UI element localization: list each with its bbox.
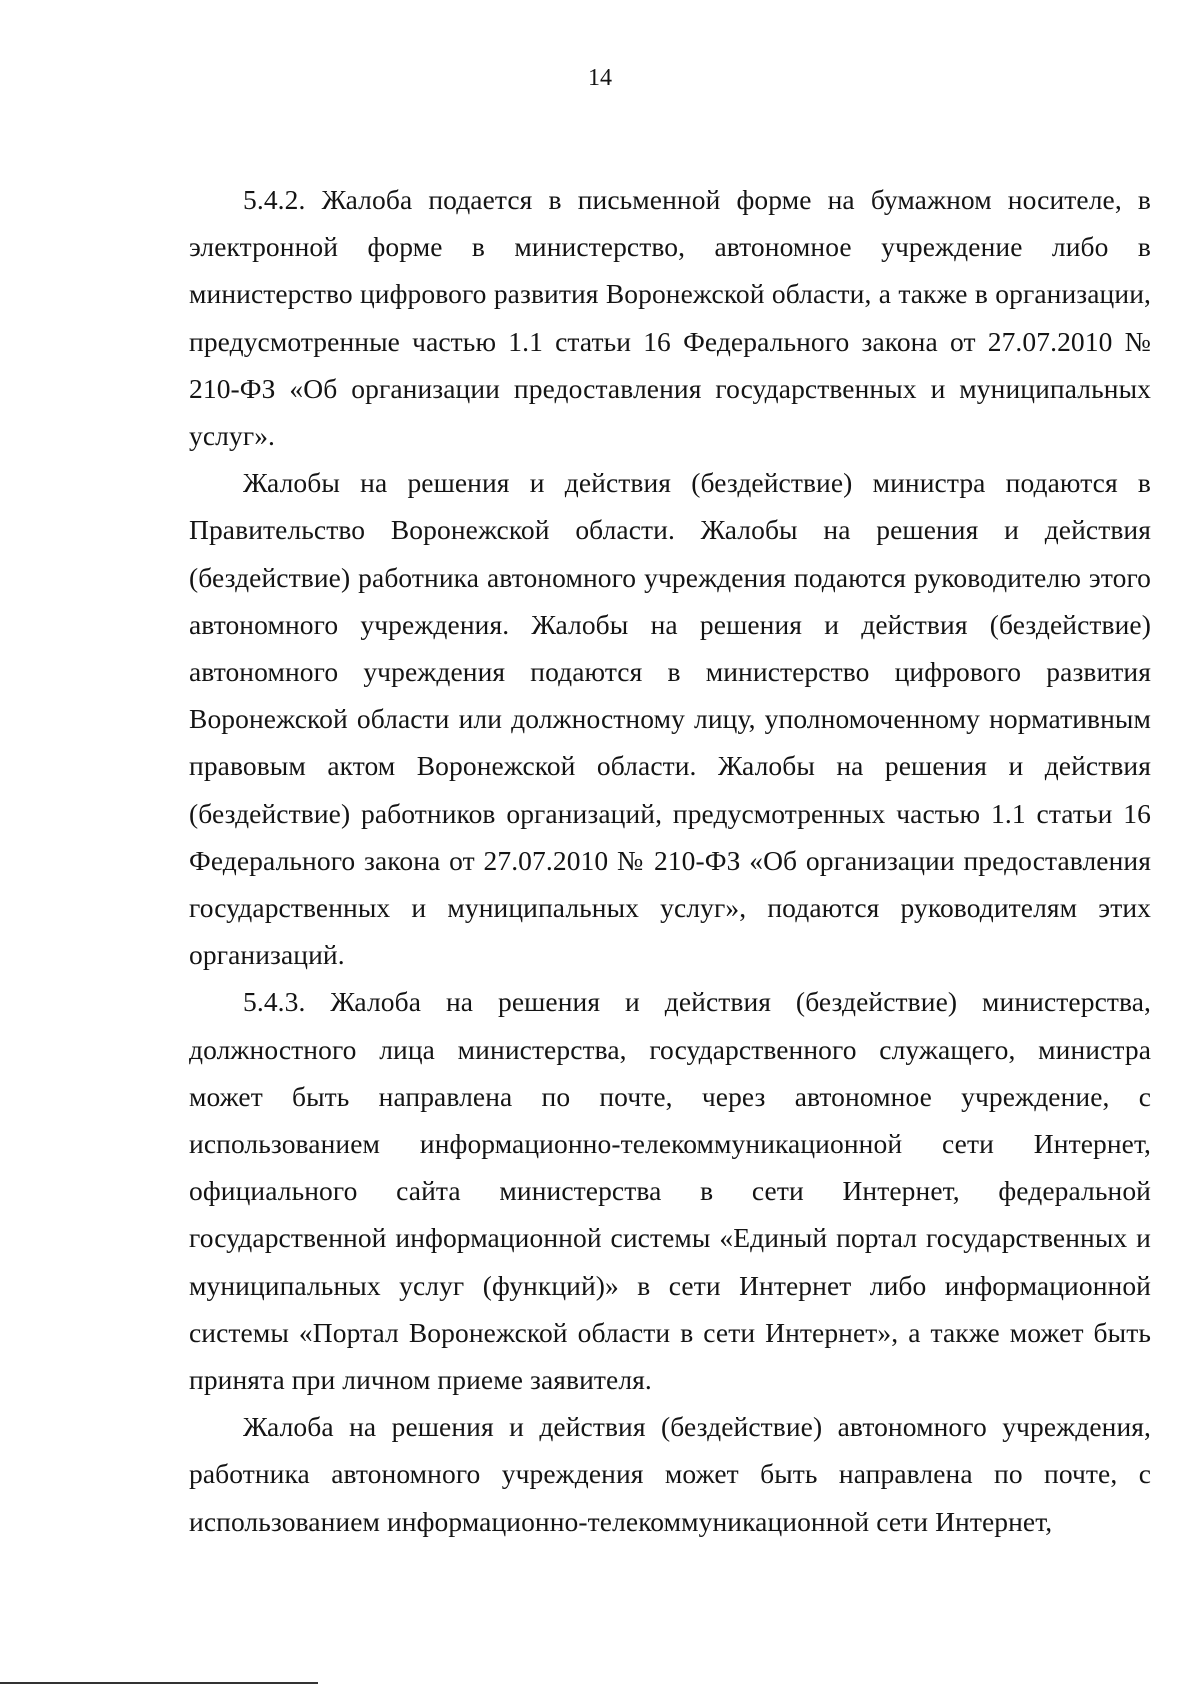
paragraph-5-4-3: 5.4.3. Жалоба на решения и действия (бездействие) министерства, должностного лица министерства, государственного служащего, министра может быть направлена по почте, через автономное учреждение, с использованием информационно-телекоммуникационной сети Интернет, официального сайта министерства в сети Интернет, федеральной государственной информационной системы «Единый портал государственных и муниципальных услуг (функций)» в сети Интернет либо информационной системы «Портал Воронежской области в сети Интернет», а также может быть принята при личном приеме заявителя. xyxy=(189,986,1151,1396)
page-number: 14 xyxy=(588,65,612,91)
document-body xyxy=(189,176,1151,1545)
paragraph-autonomous-institution-complaint: Жалоба на решения и действия (бездействие) автономного учреждения, работника автономного учреждения может быть направлена по почте, с использованием информационно-телекоммуникационной сети Интернет, xyxy=(189,1411,1151,1537)
paragraph-5-4-2: 5.4.2. Жалоба подается в письменной форме на бумажном носителе, в электронной форме в министерство, автономное учреждение либо в министерство цифрового развития Воронежской области, а также в организации, предусмотренные частью 1.1 статьи 16 Федерального закона от 27.07.2010 № 210-ФЗ «Об организации предоставления государственных и муниципальных услуг». xyxy=(189,184,1151,452)
paragraph-complaints-recipients: Жалобы на решения и действия (бездействие) министра подаются в Правительство Воронежской области. Жалобы на решения и действия (бездействие) работника автономного учреждения подаются руководителю этого автономного учреждения. Жалобы на решения и действия (бездействие) автономного учреждения подаются в министерство цифрового развития Воронежской области или должностному лицу, уполномоченному нормативным правовым актом Воронежской области. Жалобы на решения и действия (бездействие) работников организаций, предусмотренных частью 1.1 статьи 16 Федерального закона от 27.07.2010 № 210-ФЗ «Об организации предоставления государственных и муниципальных услуг», подаются руководителям этих организаций. xyxy=(189,467,1151,971)
footer-divider xyxy=(0,1682,318,1684)
